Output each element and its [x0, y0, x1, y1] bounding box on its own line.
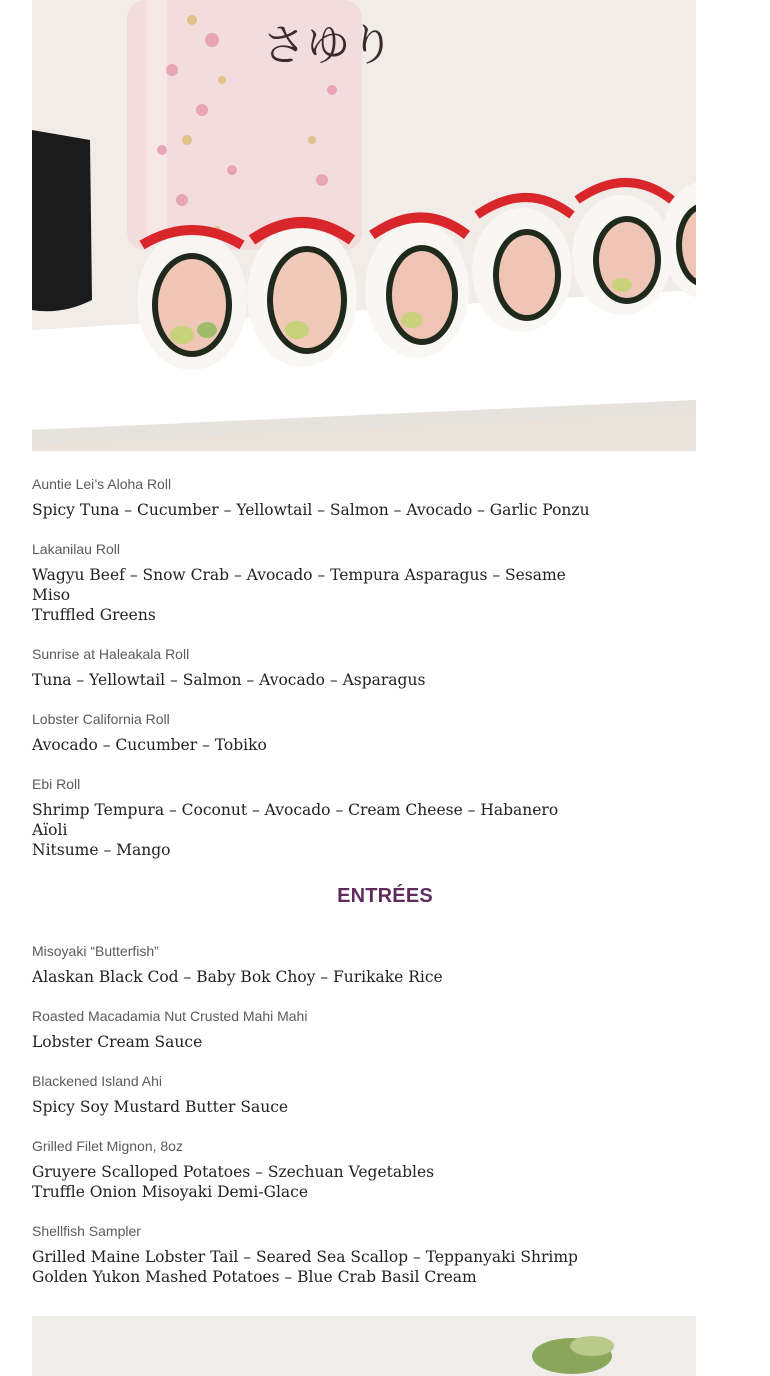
- item-description: Alaskan Black Cod – Baby Bok Choy – Furikake Rice: [32, 968, 443, 986]
- item-description: Tuna – Yellowtail – Salmon – Avocado – Asparagus: [32, 671, 426, 689]
- bottle-label-text: さゆり: [262, 20, 394, 71]
- hero-sushi-image: [32, 0, 696, 451]
- list-item: [32, 475, 592, 520]
- item-description: Gruyere Scalloped Potatoes – Szechuan Vegetables: [32, 1163, 435, 1181]
- item-description: Spicy Soy Mustard Butter Sauce: [32, 1098, 289, 1116]
- item-name: Roasted Macadamia Nut Crusted Mahi Mahi: [32, 1008, 308, 1024]
- item-description-line-2: Nitsume – Mango: [32, 841, 171, 859]
- list-item: [32, 1007, 592, 1052]
- item-name: Lobster California Roll: [32, 711, 170, 727]
- rolls-list: [32, 475, 592, 860]
- item-name: Shellfish Sampler: [32, 1223, 141, 1239]
- item-description-line-2: Golden Yukon Mashed Potatoes – Blue Crab Basil Cream: [32, 1268, 477, 1286]
- food-illustration: [32, 1316, 696, 1376]
- entrees-list: [32, 942, 592, 1287]
- list-item: [32, 942, 592, 987]
- item-description: Wagyu Beef – Snow Crab – Avocado – Tempura Asparagus – Sesame Miso: [32, 566, 566, 604]
- bottom-food-image: [32, 1316, 696, 1376]
- list-item: [32, 1072, 592, 1117]
- item-name: Auntie Lei’s Aloha Roll: [32, 476, 172, 492]
- sushi-illustration: [32, 0, 696, 451]
- item-description-line-2: Truffle Onion Misoyaki Demi-Glace: [32, 1183, 309, 1201]
- item-description: Lobster Cream Sauce: [32, 1033, 203, 1051]
- item-description: Spicy Tuna – Cucumber – Yellowtail – Salmon – Avocado – Garlic Ponzu: [32, 501, 590, 519]
- section-title-entrees: ENTRÉES: [337, 885, 433, 907]
- list-item: [32, 775, 592, 860]
- list-item: [32, 710, 592, 755]
- item-description: Shrimp Tempura – Coconut – Avocado – Cream Cheese – Habanero Aïoli: [32, 801, 559, 839]
- item-description: Grilled Maine Lobster Tail – Seared Sea Scallop – Teppanyaki Shrimp: [32, 1248, 578, 1266]
- item-description: Avocado – Cucumber – Tobiko: [32, 736, 267, 754]
- list-item: [32, 1137, 592, 1202]
- item-name: Grilled Filet Mignon, 8oz: [32, 1138, 183, 1154]
- item-name: Blackened Island Ahi: [32, 1073, 162, 1089]
- list-item: [32, 1222, 592, 1287]
- item-description-line-2: Truffled Greens: [32, 606, 156, 624]
- list-item: [32, 540, 592, 625]
- sake-cup: [32, 130, 92, 311]
- item-name: Ebi Roll: [32, 776, 81, 792]
- item-name: Sunrise at Haleakala Roll: [32, 646, 190, 662]
- item-name: Lakanilau Roll: [32, 541, 120, 557]
- item-name: Misoyaki “Butterfish”: [32, 943, 159, 959]
- list-item: [32, 645, 592, 690]
